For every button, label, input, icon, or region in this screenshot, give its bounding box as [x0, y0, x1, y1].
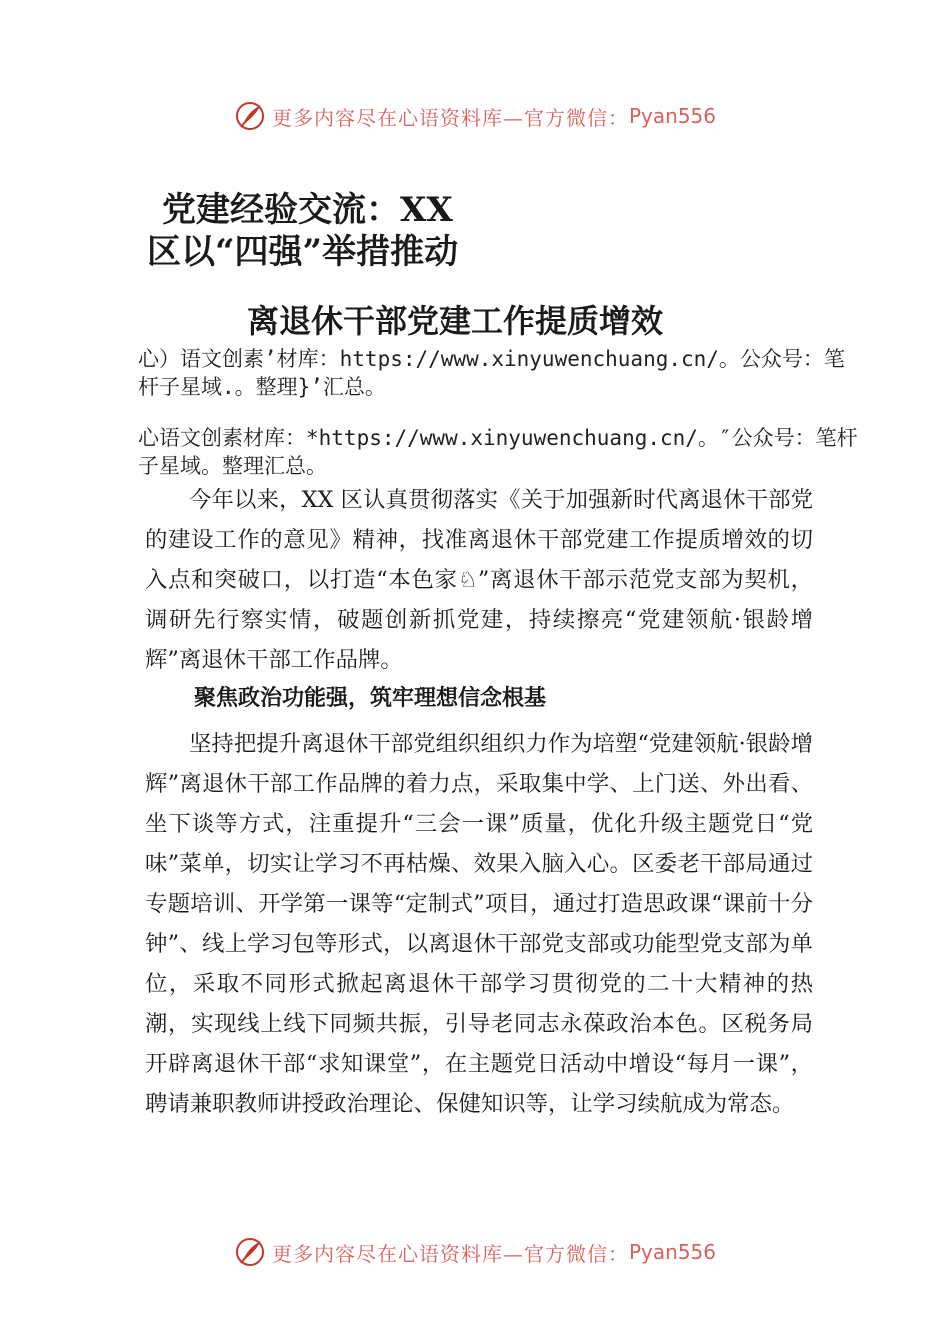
title-line-2: 区以“四强”举措推动 [147, 232, 459, 272]
banner-text: 更多内容尽在心语资料库—官方微信： [271, 1241, 629, 1266]
source-note-2: 心语文创素材库：*https://www.xinyuwenchuang.cn/。″公众号：笔杆子星域。整理汇总。 [138, 426, 858, 478]
source-note-1: 心）语文创素’材库：https://www.xinyuwenchuang.cn/。公众号：笔杆子星域.。整理}’汇总。 [138, 347, 845, 399]
banner-wechat-id: Pyan556 [628, 104, 716, 128]
quill-logo-icon [234, 1236, 266, 1268]
title-line-1: 党建经验交流：XX [162, 190, 453, 230]
banner-text: 更多内容尽在心语资料库—官方微信： [271, 105, 629, 130]
banner-wechat-id: Pyan556 [628, 1240, 716, 1264]
footer-banner [0, 1232, 950, 1272]
paragraph-intro: 今年以来，XX 区认真贯彻落实《关于加强新时代离退休干部党的建设工作的意见》精神，找准离退休干部党建工作提质增效的切入点和突破口，以打造“本色家♘”离退休干部示范党支部为契机，调研先行察实情，破题创新抓党建，持续擦亮“党建领航·银龄增辉”离退休干部工作品牌。 [145, 487, 813, 673]
title-line-3: 离退休干部党建工作提质增效 [247, 302, 664, 340]
header-banner [0, 96, 950, 136]
paragraph-section-1: 坚持把提升离退休干部党组织组织力作为培塑“党建领航·银龄增辉”离退休干部工作品牌的着力点，采取集中学、上门送、外出看、坐下谈等方式，注重提升“三会一课”质量，优化升级主题党日“党味”菜单，切实让学习不再枯燥、效果入脑入心。区委老干部局通过专题培训、开学第一课等“定制式”项目，通过打造思政课“课前十分钟”、线上学习包等形式，以离退休干部党支部或功能型党支部为单位，采取不同形式掀起离退休干部学习贯彻党的二十大精神的热潮，实现线上线下同频共振，引导老同志永葆政治本色。区税务局开辟离退休干部“求知课堂”，在主题党日活动中增设“每月一课”，聘请兼职教师讲授政治理论、保健知识等，让学习续航成为常态。 [145, 731, 813, 1117]
section-heading: 聚焦政治功能强，筑牢理想信念根基 [194, 686, 547, 711]
quill-logo-icon [234, 100, 266, 132]
